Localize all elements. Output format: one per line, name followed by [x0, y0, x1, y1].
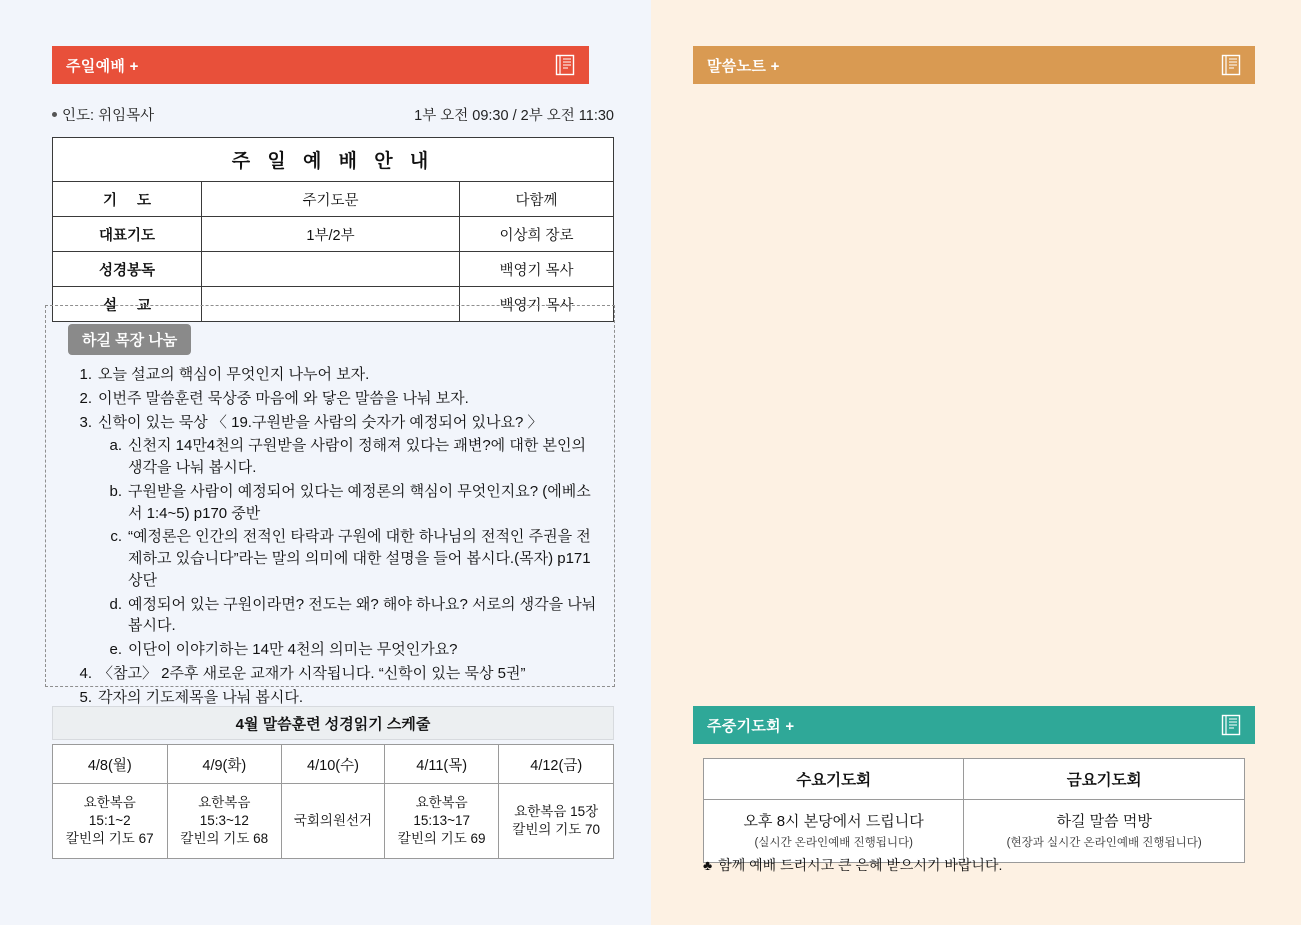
worship-info-table	[52, 137, 614, 322]
schedule-header-cell: 4/10(수)	[282, 745, 385, 784]
sharing-list	[70, 364, 600, 710]
schedule-cell: 요한복음 15:3~12 칼빈의 기도 68	[167, 784, 282, 859]
worship-times: 1부 오전 09:30 / 2부 오전 11:30	[414, 108, 614, 124]
list-item	[106, 435, 600, 479]
list-item	[106, 481, 600, 525]
worship-row-label: 성경봉독	[53, 252, 202, 287]
sharing-box	[45, 305, 615, 706]
section-header-worship[interactable]	[52, 46, 589, 84]
list-item	[106, 594, 600, 638]
list-marker: d.	[109, 595, 122, 613]
schedule-cell: 요한복음 15:1~2 칼빈의 기도 67	[53, 784, 168, 859]
list-text: 예정되어 있는 구원이라면? 전도는 왜? 해야 하나요? 서로의 생각을 나눠 봅시다.	[128, 595, 597, 635]
list-text: 이번주 말씀훈련 묵상중 마음에 와 닿은 말씀을 나눠 보자.	[98, 389, 469, 407]
list-marker: 5.	[79, 688, 92, 706]
schedule-cell: 국회의원선거	[282, 784, 385, 859]
worship-row-label: 대표기도	[53, 217, 202, 252]
note-bar-title: 말씀노트 +	[707, 57, 780, 75]
section-header-sermon-note[interactable]	[693, 46, 1255, 84]
right-column	[651, 0, 1301, 925]
bullet-dot-icon	[52, 112, 57, 117]
list-text: 〈참고〉 2주후 새로운 교재가 시작됩니다. “신학이 있는 묵상 5권”	[98, 664, 526, 682]
section-header-weekly-prayer[interactable]	[693, 706, 1255, 744]
list-item	[70, 364, 600, 386]
table-header-row	[704, 759, 1245, 800]
list-item	[70, 687, 600, 709]
worship-lead-line	[52, 104, 614, 125]
list-item	[106, 639, 600, 661]
list-item	[70, 412, 600, 434]
clover-icon: ♣	[703, 857, 713, 873]
weekly-prayer-table	[703, 758, 1245, 863]
list-marker: 4.	[79, 664, 92, 682]
worship-row-detail: 1부/2부	[202, 217, 460, 252]
book-icon	[555, 54, 575, 76]
schedule-title: 4월 말씀훈련 성경읽기 스케줄	[52, 706, 614, 740]
list-text: 오늘 설교의 핵심이 무엇인지 나누어 보자.	[98, 366, 370, 383]
table-row	[53, 784, 614, 859]
list-marker: c.	[110, 528, 122, 546]
table-row	[53, 182, 614, 217]
book-icon	[1221, 54, 1241, 76]
weekly-cell	[704, 800, 964, 863]
list-marker: a.	[109, 437, 122, 455]
worship-row-who: 이상희 장로	[460, 217, 614, 252]
table-row	[53, 252, 614, 287]
list-marker: b.	[109, 482, 122, 500]
list-text: 각자의 기도제목을 나눠 봅시다.	[98, 688, 304, 706]
list-text: 신학이 있는 묵상 〈 19.구원받을 사람의 숫자가 예정되어 있나요? 〉	[98, 413, 543, 431]
list-text: 이단이 이야기하는 14만 4천의 의미는 무엇인가요?	[128, 641, 458, 658]
weekly-bar-title: 주중기도회 +	[707, 717, 795, 735]
worship-leader	[52, 104, 154, 125]
list-text: 신천지 14만4천의 구원받을 사람이 정해져 있다는 괘변?에 대한 본인의 생각을 나눠 봅시다.	[128, 437, 586, 476]
schedule-header-cell: 4/12(금)	[499, 745, 614, 784]
list-marker: e.	[109, 641, 122, 658]
worship-bar-title: 주일예배 +	[66, 57, 139, 75]
worship-table-caption: 주 일 예 배 안 내	[53, 138, 614, 182]
list-marker: 2.	[79, 389, 92, 407]
weekly-header-cell: 금요기도회	[964, 759, 1245, 800]
worship-row-detail: 주기도문	[202, 182, 460, 217]
list-text: “예정론은 인간의 전적인 타락과 구원에 대한 하나님의 전적인 주권을 전제하고 있습니다”라는 말의 의미에 대한 설명을 들어 봅시다.(목자) p171 상단	[128, 528, 591, 589]
schedule-header-cell: 4/9(화)	[167, 745, 282, 784]
list-item	[70, 388, 600, 410]
schedule-header-cell: 4/8(월)	[53, 745, 168, 784]
weekly-note-text: 함께 예배 드리시고 큰 은혜 받으시기 바랍니다.	[718, 857, 1003, 873]
list-item	[70, 663, 600, 685]
list-item	[106, 526, 600, 591]
list-marker: 1.	[79, 366, 92, 383]
worship-row-who: 백영기 목사	[460, 287, 614, 322]
weekly-header-cell: 수요기도회	[704, 759, 964, 800]
sharing-tag: 하길 목장 나눔	[68, 324, 191, 355]
weekly-cell-sub: (현장과 실시간 온라인예배 진행됩니다)	[1006, 837, 1202, 849]
weekly-cell-main: 오후 8시 본당에서 드립니다	[743, 813, 924, 830]
weekly-cell-main: 하길 말씀 먹방	[1056, 813, 1152, 830]
weekly-cell-sub: (실시간 온라인예배 진행됩니다)	[754, 837, 913, 849]
worship-row-label: 설 교	[53, 287, 202, 322]
list-text: 구원받을 사람이 예정되어 있다는 예정론의 핵심이 무엇인지요? (에베소서 1:4~5) p170 중반	[128, 482, 591, 522]
weekly-cell	[964, 800, 1245, 863]
table-row	[53, 138, 614, 182]
schedule-header-cell: 4/11(목)	[384, 745, 499, 784]
weekly-note	[703, 855, 1002, 875]
schedule-cell: 요한복음 15:13~17 칼빈의 기도 69	[384, 784, 499, 859]
schedule-cell: 요한복음 15장 칼빈의 기도 70	[499, 784, 614, 859]
list-marker: 3.	[79, 413, 92, 431]
table-row	[704, 800, 1245, 863]
worship-leader-text: 인도: 위임목사	[62, 108, 155, 124]
table-header-row	[53, 745, 614, 784]
book-icon	[1221, 714, 1241, 736]
worship-row-who: 백영기 목사	[460, 252, 614, 287]
worship-row-label: 기 도	[53, 182, 202, 217]
worship-row-detail	[202, 252, 460, 287]
schedule-table	[52, 744, 614, 859]
worship-row-who: 다함께	[460, 182, 614, 217]
table-row	[53, 217, 614, 252]
